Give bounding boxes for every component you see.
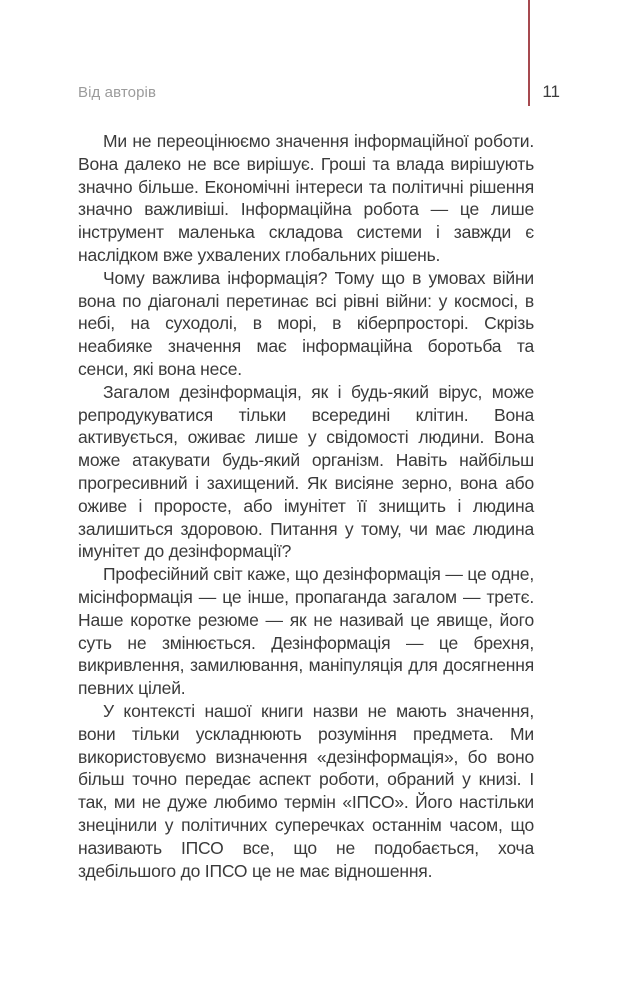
paragraph: Ми не переоцінюємо значення інформаційної роботи. Вона далеко не все вирішує. Гроші та влада вирішують значно більше. Економічні інтереси та політичні рішення значно важливіші. Інформаційна робота — це лише інструмент маленька складова системи і завжди є наслідком вже ухвалених глобальних рішень. — [78, 131, 534, 265]
paragraph: Професійний світ каже, що дезінформація — це одне, місінформація — це інше, пропаганда загалом — третє. Наше коротке резюме — як не називай це явище, його суть не змінюється. Дезінформація — це брехня, викривлення, замилювання, маніпуляція для досягнення певних цілей. — [78, 564, 534, 699]
paragraph: Загалом дезінформація, як і будь-який вірус, може репродукуватися тільки всередині клітин. Вона активується, оживає лише у свідомості людини. Вона може атакувати будь-який організм. Навіть найбільш прогресивний і захищений. Як висіяне зерно, вона або оживе і проросте, або імунітет її знищить і людина залишиться здоровою. Питання у тому, чи має людина імунітет до дезінформації? — [78, 381, 534, 562]
page-number: 11 — [542, 82, 560, 101]
paragraph: У контексті нашої книги назви не мають значення, вони тільки ускладнюють розуміння предмета. Ми використовуємо визначення «дезінформація», бо воно більш точно передає аспект роботи, обраний у книзі. І так, ми не дуже любимо термін «ІПСО». Його настільки знецінили у політичних суперечках останнім часом, що називають ІПСО все, що не подобається, хоча здебільшого до ІПСО це не має відношення. — [78, 700, 534, 881]
running-head — [78, 82, 560, 102]
paragraph: Чому важлива інформація? Тому що в умовах війни вона по діагоналі перетинає всі рівні війни: у космосі, в небі, на суходолі, в морі, в кіберпросторі. Скрізь неабияке значення має інформаційна боротьба та сенси, які вона несе. — [78, 267, 534, 379]
running-head-title: Від авторів — [78, 84, 157, 101]
body-text — [78, 130, 534, 882]
